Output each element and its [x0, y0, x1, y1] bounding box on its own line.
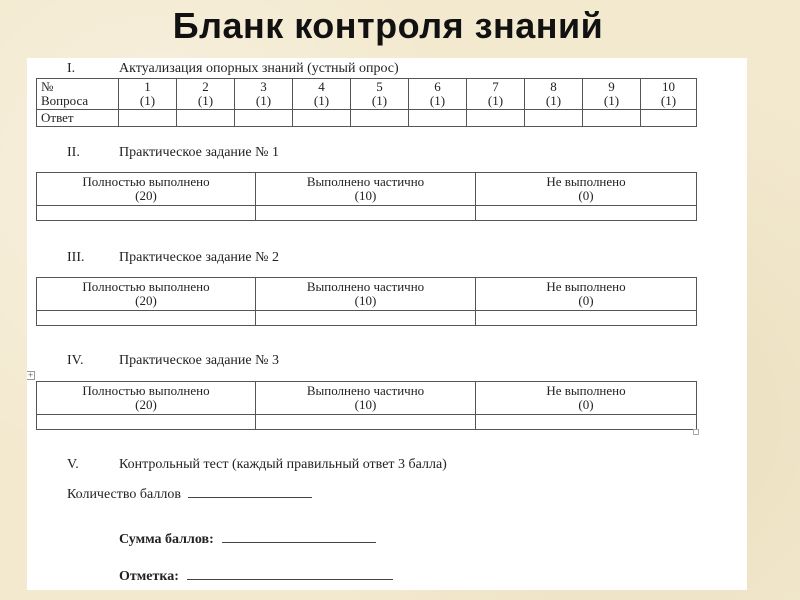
task-column-full: [37, 278, 256, 311]
total-score-field[interactable]: [222, 530, 376, 543]
column-points: (20): [135, 188, 157, 203]
oral-quiz-table: [36, 78, 697, 127]
answer-cell[interactable]: [409, 110, 467, 127]
table-move-handle-icon[interactable]: +: [27, 371, 34, 379]
question-number: 4: [318, 79, 325, 94]
answer-cell[interactable]: [525, 110, 583, 127]
question-points: (1): [429, 93, 446, 108]
column-label: Выполнено частично: [306, 383, 425, 398]
question-points: (1): [660, 93, 677, 108]
answer-cell[interactable]: [177, 110, 235, 127]
answer-cell[interactable]: [235, 110, 293, 127]
task-header-row: [37, 278, 697, 311]
answer-cell[interactable]: [641, 110, 697, 127]
question-points: (1): [545, 93, 562, 108]
table-resize-handle[interactable]: [693, 429, 699, 435]
question-points: (1): [603, 93, 620, 108]
task-header-row: [37, 382, 697, 415]
task-mark-row: [37, 206, 697, 221]
question-points: (1): [139, 93, 156, 108]
column-points: (0): [578, 397, 594, 412]
task-column-none: [476, 173, 697, 206]
points-count-field[interactable]: [188, 485, 312, 498]
total-score-row: [119, 530, 376, 548]
question-number: 7: [492, 79, 499, 94]
task-1-table: [36, 172, 697, 221]
question-number-header: [37, 79, 119, 110]
column-label: Не выполнено: [546, 174, 626, 189]
answer-cell[interactable]: [293, 110, 351, 127]
answers-row: [37, 110, 697, 127]
task-column-none: [476, 382, 697, 415]
question-cell: [351, 79, 409, 110]
section-number: III.: [67, 250, 85, 265]
answer-label: Ответ: [37, 110, 119, 127]
knowledge-control-form: [27, 58, 747, 590]
section-title: Практическое задание № 2: [119, 250, 279, 265]
task-mark-cell[interactable]: [256, 311, 476, 326]
task-column-full: [37, 382, 256, 415]
answer-cell[interactable]: [119, 110, 177, 127]
column-points: (20): [135, 293, 157, 308]
grade-label: Отметка:: [119, 569, 179, 584]
section-number: IV.: [67, 353, 84, 368]
column-points: (10): [354, 397, 377, 412]
question-points: (1): [255, 93, 272, 108]
section-number: II.: [67, 145, 80, 160]
section-title: Актуализация опорных знаний (устный опрос): [119, 61, 399, 76]
answer-cell[interactable]: [583, 110, 641, 127]
points-count-label: Количество баллов: [67, 487, 181, 502]
section-number: I.: [67, 61, 76, 76]
question-points: (1): [487, 93, 504, 108]
column-points: (0): [578, 293, 594, 308]
grade-field[interactable]: [187, 567, 393, 580]
task-mark-cell[interactable]: [476, 206, 697, 221]
column-label: Выполнено частично: [306, 174, 425, 189]
question-number: 9: [608, 79, 615, 94]
question-cell: [177, 79, 235, 110]
answer-cell[interactable]: [467, 110, 525, 127]
task-mark-cell[interactable]: [37, 206, 256, 221]
question-number: 10: [662, 79, 675, 94]
grade-row: [119, 567, 393, 585]
column-points: (10): [354, 188, 377, 203]
question-cell: [525, 79, 583, 110]
question-number: 8: [550, 79, 557, 94]
column-label: Полностью выполнено: [82, 383, 210, 398]
question-cell: [235, 79, 293, 110]
task-2-table: [36, 277, 697, 326]
column-label: Не выполнено: [546, 279, 626, 294]
column-label: Полностью выполнено: [82, 279, 210, 294]
task-column-partial: [256, 382, 476, 415]
task-column-none: [476, 278, 697, 311]
question-cell: [409, 79, 467, 110]
question-cell: [641, 79, 697, 110]
task-mark-cell[interactable]: [476, 311, 697, 326]
total-score-label: Сумма баллов:: [119, 532, 214, 547]
answer-cell[interactable]: [351, 110, 409, 127]
task-column-partial: [256, 173, 476, 206]
column-points: (20): [135, 397, 157, 412]
question-points: (1): [371, 93, 388, 108]
section-title: Практическое задание № 1: [119, 145, 279, 160]
question-number: 5: [376, 79, 383, 94]
task-mark-cell[interactable]: [37, 311, 256, 326]
column-label: Не выполнено: [546, 383, 626, 398]
task-header-row: [37, 173, 697, 206]
question-number: 3: [260, 79, 267, 94]
question-number: 1: [144, 79, 151, 94]
column-points: (0): [578, 188, 594, 203]
question-numbers-row: [37, 79, 697, 110]
section-title: Контрольный тест (каждый правильный ответ 3 балла): [119, 457, 447, 472]
header-label-line1: №: [41, 79, 54, 94]
question-cell: [119, 79, 177, 110]
task-mark-cell[interactable]: [476, 415, 697, 430]
section-title: Практическое задание № 3: [119, 353, 279, 368]
column-label: Выполнено частично: [306, 279, 425, 294]
question-cell: [293, 79, 351, 110]
task-3-table: [36, 381, 697, 430]
task-mark-row: [37, 415, 697, 430]
column-points: (10): [354, 293, 377, 308]
header-label-line2: Вопроса: [41, 93, 89, 108]
question-points: (1): [197, 93, 214, 108]
task-mark-cell[interactable]: [256, 415, 476, 430]
column-label: Полностью выполнено: [82, 174, 210, 189]
task-mark-cell[interactable]: [37, 415, 256, 430]
task-column-full: [37, 173, 256, 206]
question-cell: [467, 79, 525, 110]
question-cell: [583, 79, 641, 110]
question-number: 2: [202, 79, 209, 94]
task-column-partial: [256, 278, 476, 311]
question-points: (1): [313, 93, 330, 108]
task-mark-cell[interactable]: [256, 206, 476, 221]
points-count-row: [67, 485, 312, 503]
page-title: Бланк контроля знаний: [172, 5, 604, 46]
question-number: 6: [434, 79, 441, 94]
section-number: V.: [67, 457, 79, 472]
task-mark-row: [37, 311, 697, 326]
